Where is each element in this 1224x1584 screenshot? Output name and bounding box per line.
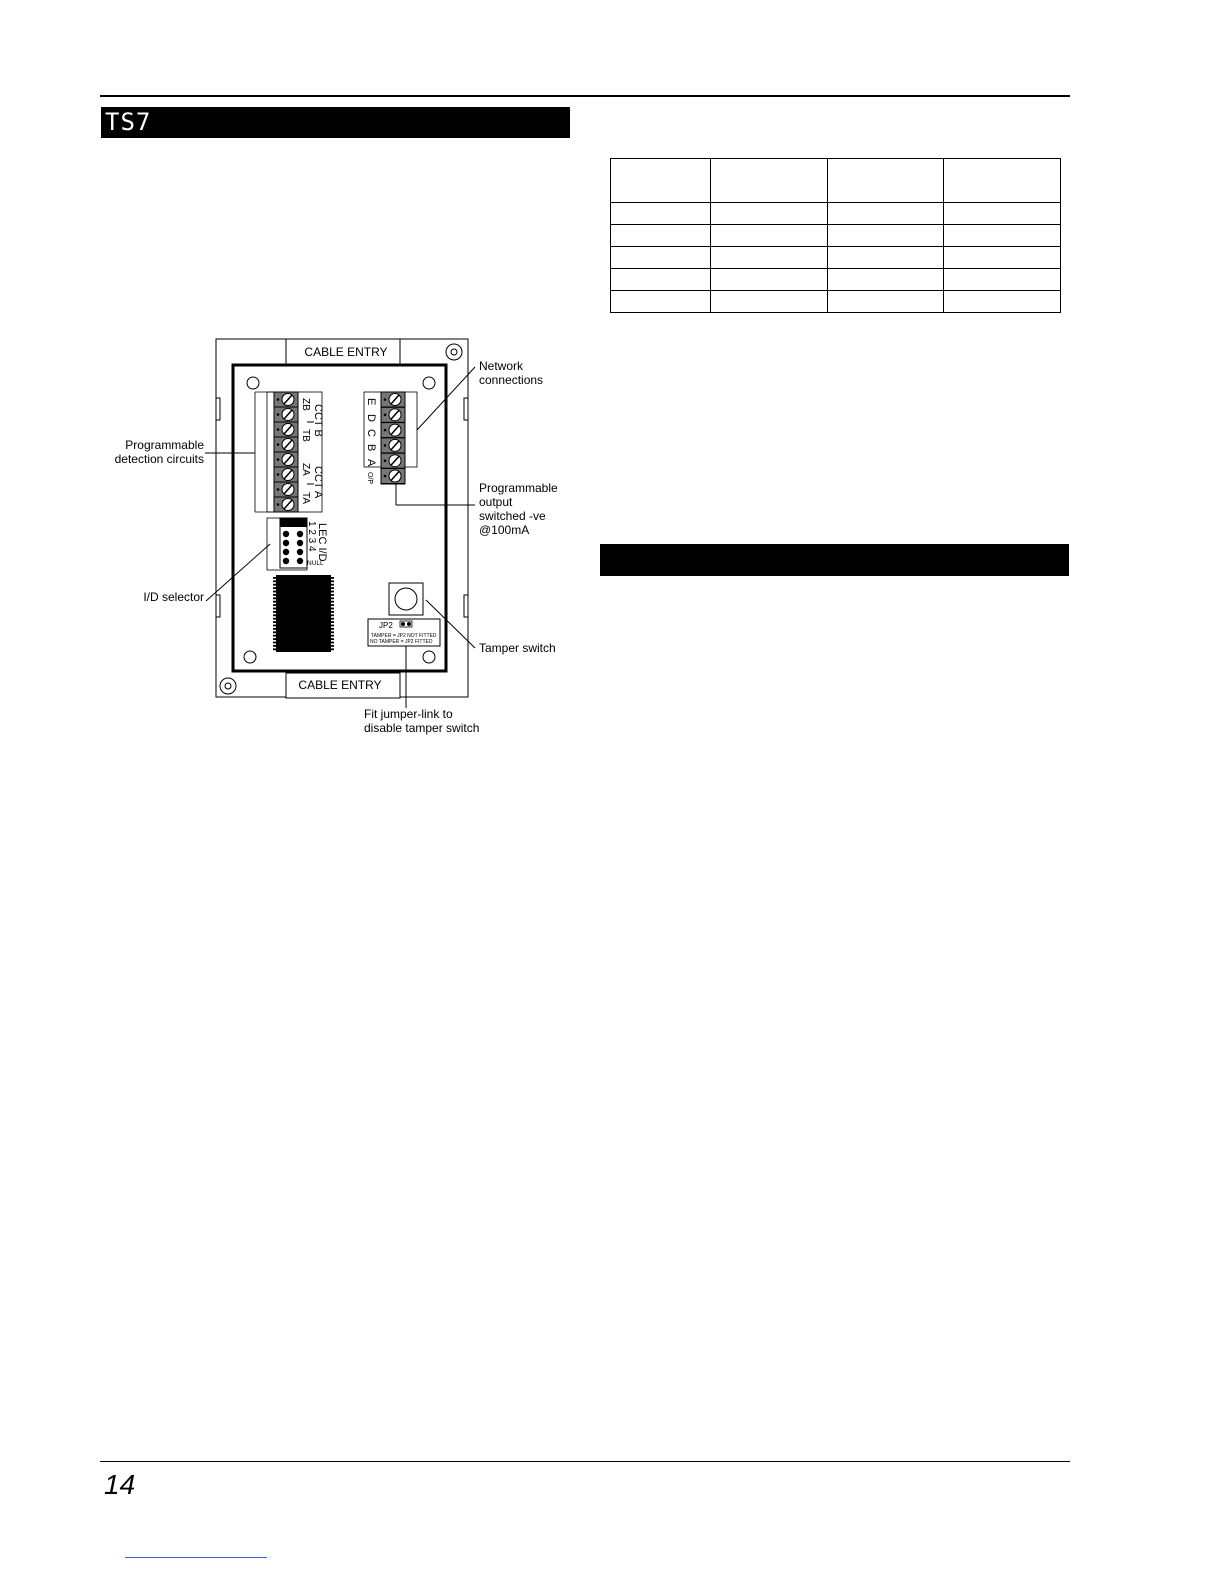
pcb-mount-hole <box>247 377 259 389</box>
fixing-screw-icon <box>451 349 457 355</box>
null-label: NULL <box>307 560 324 567</box>
jp2-label: JP2 <box>379 621 393 630</box>
table-cell <box>611 247 711 269</box>
table-cell <box>611 159 711 203</box>
programmable-output-label-4: @100mA <box>479 523 530 537</box>
table-cell <box>944 225 1061 247</box>
table-cell <box>611 291 711 313</box>
table-row <box>611 247 1061 269</box>
table-cell <box>711 269 828 291</box>
lec-digits-label: 1 2 3 4 <box>306 521 317 552</box>
net-label-op: O/P <box>366 472 373 485</box>
page-number: 14 <box>104 1469 136 1500</box>
table-cell <box>611 269 711 291</box>
table-cell <box>828 247 944 269</box>
network-connections-label-1: Network <box>479 359 524 373</box>
table-cell <box>828 291 944 313</box>
table-cell <box>711 203 828 225</box>
programmable-output-label-2: output <box>479 495 513 509</box>
net-label-a: A <box>365 459 377 467</box>
cable-entry-top-label: CABLE ENTRY <box>304 345 388 359</box>
pcb-mount-hole <box>423 651 435 663</box>
pcb-mount-hole <box>244 651 256 663</box>
jumper-label-1: Fit jumper-link to <box>364 707 453 721</box>
terminal-label-zb: ZB <box>300 398 311 411</box>
tamper-switch-label: Tamper switch <box>479 641 556 655</box>
fixing-screw-icon <box>446 344 462 360</box>
table-cell <box>944 247 1061 269</box>
tamper-note-2: NO TAMPER = JP2 FITTED <box>370 639 433 645</box>
spec-table <box>610 158 1061 313</box>
terminal-label-za: ZA <box>300 463 311 476</box>
network-terminal-block <box>381 392 405 484</box>
network-connections-label-2: connections <box>479 373 544 387</box>
ts7-board-diagram <box>100 330 580 740</box>
pcb-mount-hole <box>423 377 435 389</box>
detection-terminal-block <box>274 392 298 512</box>
table-row <box>611 203 1061 225</box>
table-cell <box>711 291 828 313</box>
programmable-output-label-3: switched -ve <box>479 509 546 523</box>
net-label-c: C <box>365 429 377 437</box>
table-cell <box>828 203 944 225</box>
jumper-label-2: disable tamper switch <box>364 721 480 735</box>
section-bar-right <box>600 544 1069 576</box>
terminal-label-ta: TA <box>300 492 311 505</box>
table-row <box>611 269 1061 291</box>
net-label-b: B <box>365 444 377 452</box>
table-cell <box>944 291 1061 313</box>
net-label-d: D <box>365 414 377 422</box>
table-cell <box>711 225 828 247</box>
bottom-rule <box>100 1461 1070 1462</box>
table-cell <box>828 159 944 203</box>
table-cell <box>944 159 1061 203</box>
cct-a-label: CCT A <box>312 466 324 499</box>
footer-link-underline <box>125 1557 267 1558</box>
id-selector-label: I/D selector <box>143 590 204 604</box>
top-rule <box>100 95 1070 97</box>
cct-b-label: CCT B <box>312 404 324 437</box>
microchip <box>273 575 334 652</box>
tamper-note-1: TAMPER = JP2 NOT FITTED <box>371 633 437 639</box>
table-cell <box>944 203 1061 225</box>
lec-id-label: LEC I/D <box>316 523 328 562</box>
net-label-e: E <box>365 398 377 406</box>
cable-entry-bottom-label: CABLE ENTRY <box>298 678 382 692</box>
section-title: TS7 <box>105 108 152 136</box>
table-cell <box>711 159 828 203</box>
programmable-detection-label-1: Programmable <box>125 438 204 452</box>
programmable-detection-label-2: detection circuits <box>114 452 204 466</box>
section-title-bar <box>101 107 570 138</box>
table-cell <box>828 225 944 247</box>
table-cell <box>611 203 711 225</box>
table-row <box>611 225 1061 247</box>
terminal-label-tb: TB <box>300 429 311 442</box>
table-cell <box>944 269 1061 291</box>
table-header-row <box>611 159 1061 203</box>
table-cell <box>711 247 828 269</box>
fixing-screw-icon <box>225 683 231 689</box>
programmable-output-label-1: Programmable <box>479 481 558 495</box>
table-row <box>611 291 1061 313</box>
table-cell <box>611 225 711 247</box>
table-cell <box>828 269 944 291</box>
fixing-screw-icon <box>220 678 236 694</box>
